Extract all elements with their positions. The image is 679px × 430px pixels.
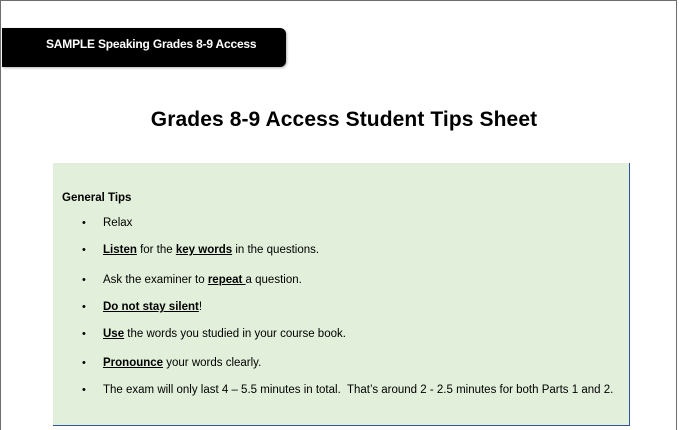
bullet-icon: • <box>82 301 86 313</box>
tip-text: your words clearly. <box>163 357 262 369</box>
bullet-icon: • <box>82 357 86 369</box>
section-heading: General Tips <box>62 192 132 204</box>
tip-text: Relax <box>103 217 133 229</box>
general-tips-box <box>53 163 630 426</box>
emphasis-text: Pronounce <box>103 357 164 369</box>
emphasis-text: Listen <box>103 244 137 256</box>
page-title: Grades 8-9 Access Student Tips Sheet <box>150 108 538 131</box>
emphasis-text: Use <box>103 328 125 340</box>
list-item <box>82 217 132 229</box>
bullet-icon: • <box>82 328 86 340</box>
tip-text: a question. <box>245 274 302 286</box>
emphasis-text: Do not stay silent <box>103 301 199 313</box>
list-item <box>82 357 261 369</box>
bullet-icon: • <box>82 244 86 256</box>
list-item <box>82 328 346 340</box>
bullet-icon: • <box>82 274 86 286</box>
tip-text: Ask the examiner to <box>103 274 208 286</box>
list-item <box>82 301 202 313</box>
list-item <box>82 274 302 286</box>
tip-text: the words you studied in your course book. <box>124 328 346 340</box>
header-tab <box>2 28 286 67</box>
list-item <box>82 244 319 256</box>
tip-text: The exam will only last 4 – 5.5 minutes in total. That’s around 2 - 2.5 minutes for both Parts 1 and 2. <box>103 384 614 396</box>
tip-text: in the questions. <box>232 244 320 256</box>
bullet-icon: • <box>82 384 86 396</box>
bullet-icon: • <box>82 217 86 229</box>
header-tab-label: SAMPLE Speaking Grades 8-9 Access <box>46 37 257 51</box>
emphasis-text: repeat <box>207 274 246 286</box>
tip-text: for the <box>136 244 176 256</box>
list-item <box>82 384 613 396</box>
emphasis-text: key words <box>175 244 233 256</box>
tip-text: ! <box>198 301 203 313</box>
